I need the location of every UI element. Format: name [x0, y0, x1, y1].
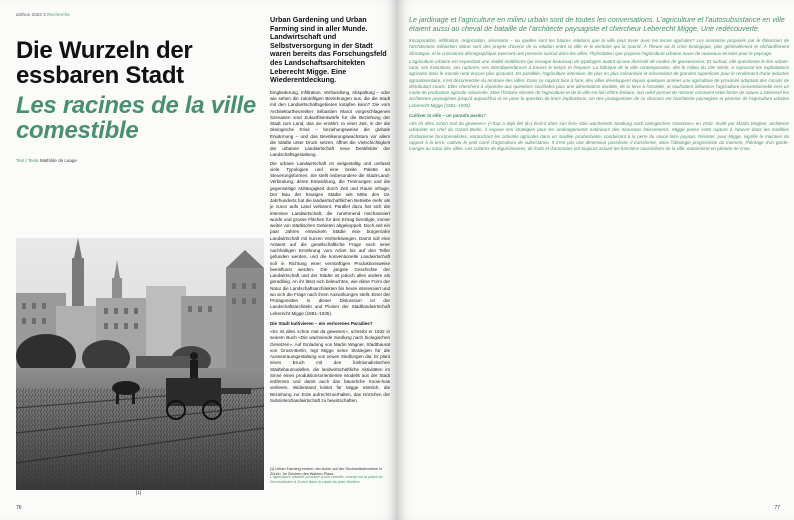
paragraph: «Es ist alles schon mal da gewesen», schreibt er 1932 in seinem Buch «Die wachsende Siedlung nach biologischen Gesetzen». Auf Einladung von Martin Wagner, Stadtbaurat von Gross-Berlin, legt Migge seine Strategien für die Aussenraumgestaltung von neuen Siedlungen dar. Er plant einen Bruch mit den funktionalistischen Städtebaumodellen, die landwirtschaftliche Aktivitäten im Sinne eines produktionsorientierten Modells aus der Stadt entfernen und damit auch das bäuerliche Know-how verlieren. Widerstand leistet für Migge nämlich, die Beziehung zur Erde aufrechtzuerhalten, das Görtchen der Subsistenzlandwirtschaft zu bewirtschaften.	[270, 329, 390, 403]
byline-label: Text | Texte	[16, 158, 39, 163]
byline	[16, 158, 77, 163]
folio-left: 76	[16, 505, 22, 511]
title-french: Les racines de la ville comestible	[16, 92, 256, 144]
body-french	[409, 38, 789, 152]
byline-author: Mathilde de Laage	[39, 158, 77, 163]
caption-german: [1] Urban Farming extrem: der Acker auf der Sechseläutenwiese in Zürich. Im Zeichen des Wahlen-Plans.	[270, 467, 383, 476]
subhead-german: Die Stadt kultivieren – ein verlorenes Paradies?	[270, 320, 373, 326]
paragraph: Incorporation, infiltration, négociation, sécession – ou quelles sont les futures relations que la ville peut tisser avec les terres agricoles? Les scénarios proposés par le théoricien de l'architecture Sébastien Marot sont des projets d'avenir de la relation entre la ville et le territoire qui la nourrit. À l'heure où la crise écologique, plus généralement le réchauffement climatique, et la croissance démographique exercent une pression surtout dans les villes, l'hybridation que propose l'agriculture urbaine ouvre de nouveaux terrains pour le paysage.	[409, 38, 789, 56]
paragraph: L'agriculture urbaine est cependant une réalité multiforme qui recoupe beaucoup de typologies autant qu'une diversité de modes de gouvernance. Et surtout, elle questionne le lien urbain-rural, ses évolutions, ses ruptures, ses interdépendances à travers le temps et l'espace. La fabrique de la ville contemporaine, dès le milieu du 19e siècle, a repoussé les exploitations agricoles dans le monde rural encore plus qu'avant. En parallèle, l'agriculture intensive, de plus en plus mécanisée et nécessitant de grandes superficies pour le rendement d'une industrie agroalimentaire, s'est déconnectée du territoire des villes. Dans ce rapport face à face, des villes développent depuis quelques années une agriculture de proximité adoptant des circuits de distribution courts. Elles cherchent à répondre aux questions sociétales pour une alimentation durable, de la terre à l'assiette, et souhaitent influencer l'agriculture conventionnelle vers un mode de production agricole raisonnée. Mais l'histoire récente de l'agriculture et de la ville est loin d'être linéaire, son relief permet de retracer comment cette forme de nature a intéressé les architectes paysagistes jusqu'à aujourd'hui et se pose la question de leurs implications. Un des protagonistes de ce discours est l'architecte paysagiste et pionnier de l'agriculture urbaine Leberecht Migge (1881–1935).	[409, 58, 789, 108]
section-name: Recherche	[47, 12, 70, 17]
folio-right: 77	[774, 505, 780, 511]
historic-photo-field-zurich	[16, 238, 264, 490]
issue-number: 3	[43, 12, 46, 17]
caption-french: L'agriculture urbaine poussée à son comble: champ sur la place du Sechseläuten à Zurich dans le cadre du plan Wahlen.	[270, 475, 383, 484]
figure-number: [1]	[136, 490, 142, 495]
lead-german: Urban Gardening und Urban Farming sind in aller Munde. Landwirtschaft und Selbstversorgung in der Stadt waren bereits das Forschungsfeld des Landschaftsarchitekten Leberecht Migge. Eine Wiederentdeckung.	[270, 15, 387, 85]
german-column	[270, 16, 390, 406]
body-german	[270, 90, 390, 404]
subhead-french: Cultiver la ville – un paradis perdu?	[409, 112, 486, 118]
title-german: Die Wurzeln der essbaren Stadt	[16, 37, 193, 89]
paragraph: Die urbane Landwirtschaft ist vielgestaltig und umfasst viele Typologien und eine breite Palette an Steuerungsformen. Sie stellt insbesondere die Stadt-Land-Verbindung, deren Entwicklung, die Trennungen und die gegenseitige Abhängigkeit durch Zeit und Raum infrage. Der Bau der heutigen Städte seit Mitte des 19. Jahrhunderts hat die landwirtschaftlichen Betriebe mehr als je zuvor aufs Land verbannt. Parallel dazu hat sich die intensive Landwirtschaft, die zunehmend mechanisiert wurde und grosse Flächen für den Ertrag benötigte, immer weiter von städtischen Gebieten abgekoppelt. Doch seit ein paar Jahren entwickeln Städte eine bürgernahe Landwirtschaft mit kurzen Vertriebswegen. Damit soll eine Antwort auf die gesellschaftliche Frage nach einer nachhaltigen Ernährung vom Acker bis auf den Teller gefunden werden, und die konventionelle Landwirtschaft soll in Richtung einer vernünftigen Produktionsweise beeinflusst werden. Die jüngste Geschichte der Landwirtschaft und der Städte ist jedoch alles andere als geradlinig. An ihr lässt sich beleuchten, wie diese Form der Natur die Landschaftsarchitekten bis heute interessiert und wo sich die Frage nach ihren Auswirkungen stellt. Einer der Protagonisten in dieser Diskussion ist der Landschaftsarchitekt und Pionier der Stadtlandwirtschaft Leberecht Migge (1881–1935).	[270, 160, 390, 316]
lead-french: Le jardinage et l'agriculture en milieu urbain sont de toutes les conversations. L'agriculture et l'autosubsistance en ville étaient aussi au cheval de bataille de l'architecte paysagiste et chercheur Leberecht Migge. Une redécouverte.	[409, 15, 785, 33]
right-page	[397, 0, 794, 520]
paragraph: «Es ist alles schon mal da gewesen» («Tout a déjà été là») écrit-il dans son livre «Die wachsende Siedlung nach biologischen Gesetzen» en 1932. Invité par Martin Wagner, architecte urbaniste en chef du Grand Berlin, il expose ses stratégies pour les aménagements extérieurs des nouveaux lotissements. Migge pense cette rupture à l'œuvre dans les modèles d'urbanisme fonctionnalistes, retranchant les activités agricoles dans un modèle productiviste, conduisant à la perte du savoir-faire paysan. Résister, pour Migge, signifie le maintien du rapport à la terre, cultiver le petit carré d'agriculture de subsistance. Il n'est pas une dimension passéiste: il transforme, dans l'idéologie progressiste du moment, l'héritage d'un garde-manger au cœur des villes. Les cultures de légumineuses, de fruits et d'aromates ont toujours assuré les fonctions nourricières de la ville, notamment en période de crise.	[409, 121, 789, 152]
magazine-name: anthos 2023	[16, 12, 42, 17]
running-head	[16, 12, 70, 17]
french-column	[409, 16, 789, 154]
paragraph: Eingliederung, Infiltration, Verhandlung, Abspaltung – oder wie sehen die zukünftigen Beziehungen aus, die die Stadt mit den Landwirtschaftsgebieten knüpfen kann? Die vom Architekturtheoretiker Sébastien Marot vorgeschlagenen Szenarien sind Zukunftsentwürfe für die Beziehung der Stadt zum Land, das sie ernährt. In einer Zeit, in der die ökologische Krise – beziehungsweise die globale Erwärmung – und das Bevölkerungswachstum vor allem die Städte unter Druck setzen, öffnet die Vielschichtigkeit der urbanen Landwirtschaft neue Denkfelder der Landschaftsgestaltung.	[270, 89, 390, 158]
